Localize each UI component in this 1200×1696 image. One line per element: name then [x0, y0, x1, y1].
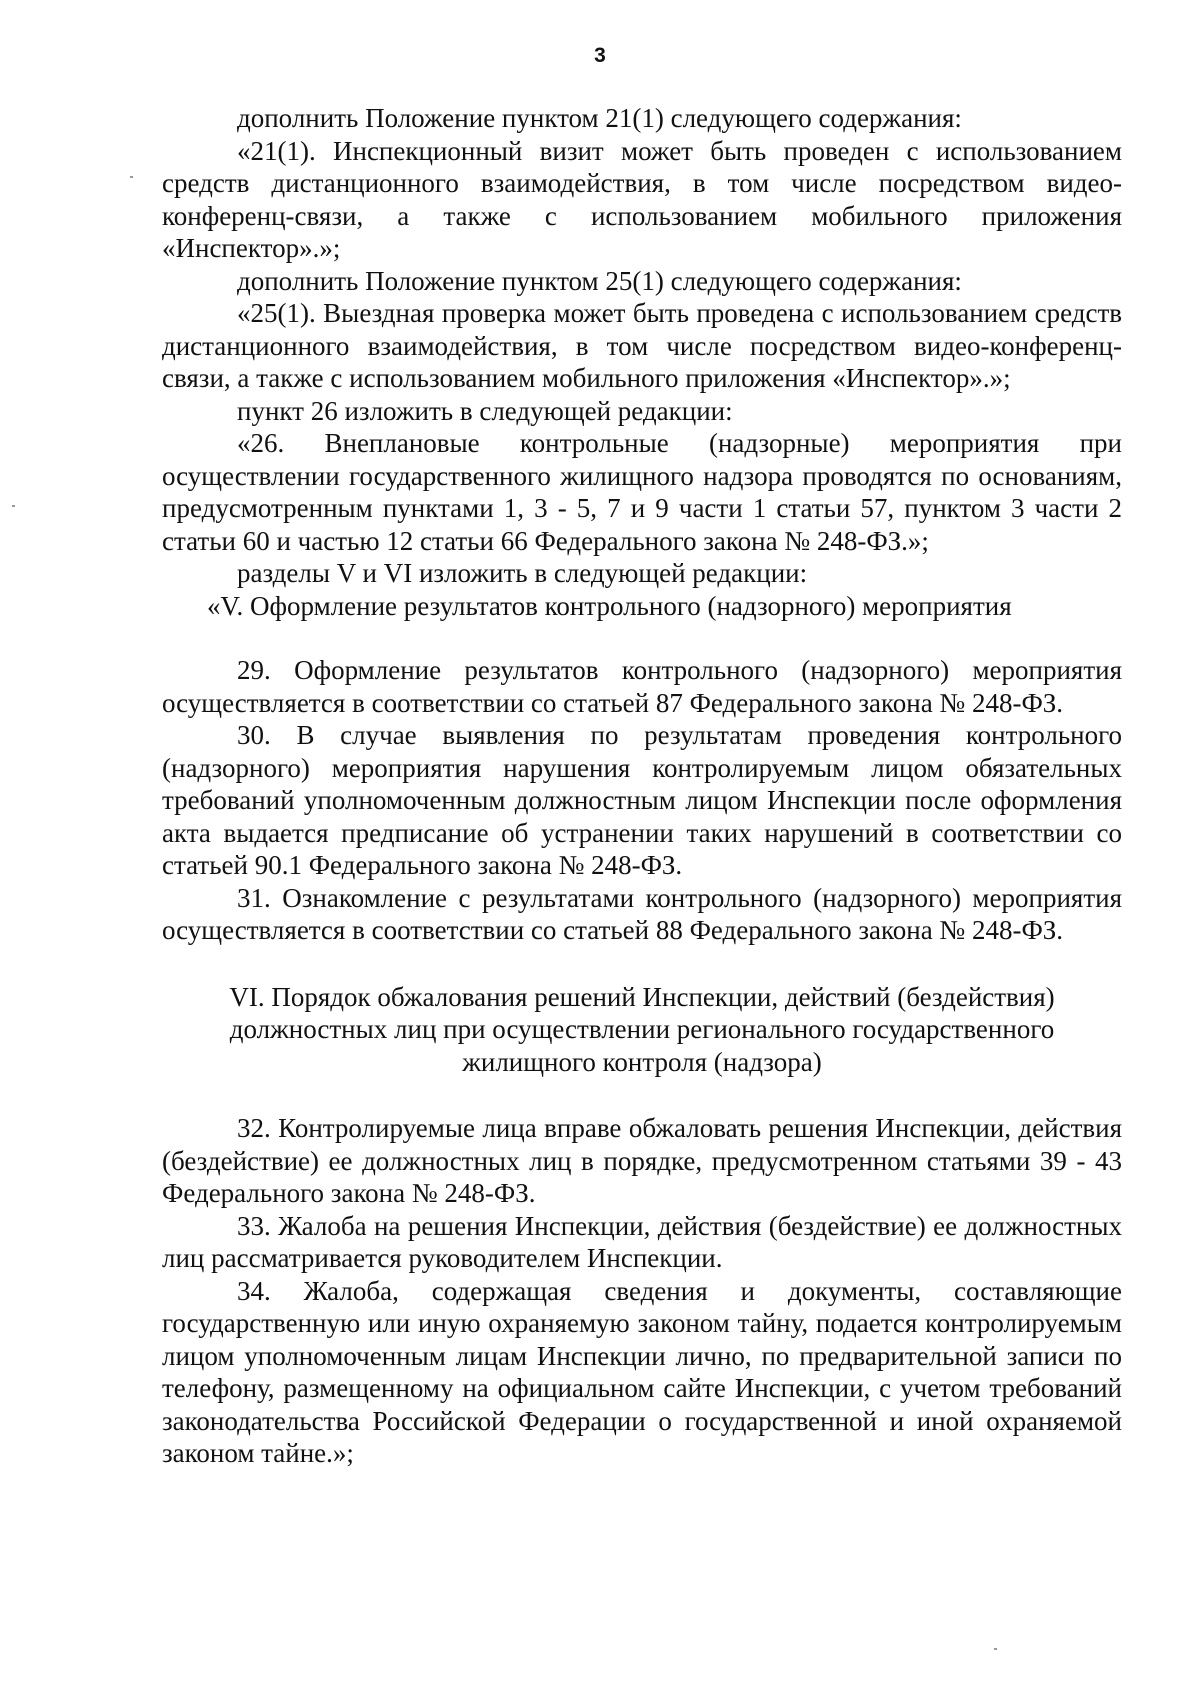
paragraph-clause-25-1: «25(1). Выездная проверка может быть проведена с использованием средств дистанционного взаимодействия, в том числе посредством видео-конференц-связи, а также с использованием мобильного приложения «Инспектор».»;	[162, 298, 1122, 393]
paragraph-clause-34: 34. Жалоба, содержащая сведения и документы, составляющие государственную или иную охраняемую законом тайну, подается контролируемым лицом уполномоченным лицам Инспекции лично, по предварительной записи по телефону, размещенному на официальном сайте Инспекции, с учетом требований законодательства Российской Федерации о государственной и иной охраняемой законом тайне.»;	[162, 1275, 1122, 1468]
paragraph-amend-26: пункт 26 изложить в следующей редакции:	[237, 395, 733, 426]
paragraph-amend-sections: разделы V и VI изложить в следующей редакции:	[237, 558, 808, 588]
section-v-heading: «V. Оформление результатов контрольного (надзорного) мероприятия	[207, 590, 1012, 621]
page-number: 3	[594, 44, 606, 67]
scan-speck	[994, 1648, 997, 1650]
scan-speck	[12, 505, 15, 507]
paragraph-clause-33: 33. Жалоба на решения Инспекции, действия (бездействие) ее должностных лиц рассматривается руководителем Инспекции.	[162, 1210, 1122, 1273]
paragraph-clause-31: 31. Ознакомление с результатами контрольного (надзорного) мероприятия осуществляется в соответствии со статьей 88 Федерального закона № 248-ФЗ.	[162, 882, 1122, 945]
paragraph-clause-21-1: «21(1). Инспекционный визит может быть проведен с использованием средств дистанционного взаимодействия, в том числе посредством видео-конференц-связи, а также с использованием мобильного приложения «Инспектор».»;	[162, 135, 1122, 263]
paragraph-amend-25-1: дополнить Положение пунктом 25(1) следующего содержания:	[237, 265, 962, 296]
paragraph-clause-30: 30. В случае выявления по результатам проведения контрольного (надзорного) мероприятия нарушения контролируемым лицом обязательных требований уполномоченным должностным лицом Инспекции после оформления акта выдается предписание об устранении таких нарушений в соответствии со статьей 90.1 Федерального закона № 248-ФЗ.	[162, 720, 1122, 880]
document-body	[162, 102, 1122, 1470]
paragraph-amend-21-1: дополнить Положение пунктом 21(1) следующего содержания:	[237, 103, 962, 133]
scan-speck	[130, 176, 133, 178]
section-vi-heading: VI. Порядок обжалования решений Инспекции, действий (бездействия) должностных лиц при осуществлении регионального государственного жилищного контроля (надзора)	[229, 981, 1055, 1077]
paragraph-clause-29: 29. Оформление результатов контрольного (надзорного) мероприятия осуществляется в соответствии со статьей 87 Федерального закона № 248-ФЗ.	[162, 655, 1122, 718]
paragraph-clause-26: «26. Внеплановые контрольные (надзорные) мероприятия при осуществлении государственного жилищного надзора проводятся по основаниям, предусмотренным пунктами 1, 3 - 5, 7 и 9 части 1 статьи 57, пунктом 3 части 2 статьи 60 и частью 12 статьи 66 Федерального закона № 248-ФЗ.»;	[162, 428, 1122, 556]
paragraph-clause-32: 32. Контролируемые лица вправе обжаловать решения Инспекции, действия (бездействие) ее должностных лиц в порядке, предусмотренном статьями 39 - 43 Федерального закона № 248-ФЗ.	[162, 1113, 1122, 1208]
